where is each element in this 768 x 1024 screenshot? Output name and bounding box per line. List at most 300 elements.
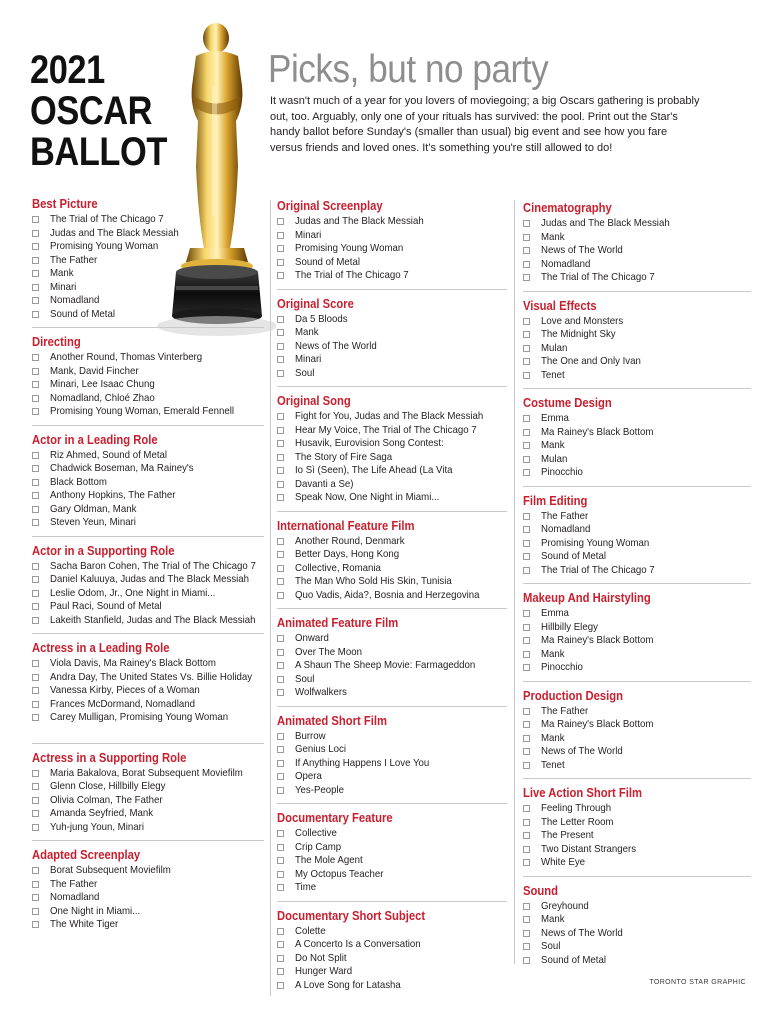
- ballot-checkbox[interactable]: [32, 603, 39, 610]
- nominee-item[interactable]: [277, 784, 507, 798]
- nominee-item[interactable]: [523, 634, 751, 648]
- nominee-item[interactable]: [277, 827, 507, 841]
- nominee-label: Love and Monsters: [541, 314, 624, 327]
- ballot-checkbox[interactable]: [32, 674, 39, 681]
- ballot-checkbox[interactable]: [523, 957, 530, 964]
- nominee-item[interactable]: [32, 698, 264, 712]
- nominee-item[interactable]: [32, 891, 264, 905]
- nominee-item[interactable]: [32, 227, 264, 241]
- nominee-item[interactable]: [32, 489, 264, 503]
- nominee-label: Another Round, Thomas Vinterberg: [50, 351, 203, 363]
- category-title: Best Picture: [32, 197, 98, 211]
- nominee-label: Do Not Split: [295, 951, 347, 964]
- nominee-item[interactable]: [277, 424, 507, 438]
- category-title: Animated Short Film: [277, 713, 388, 728]
- ballot-checkbox[interactable]: [277, 871, 284, 878]
- nominee-item[interactable]: [523, 412, 751, 426]
- nominee-item[interactable]: [32, 294, 264, 308]
- ballot-checkbox[interactable]: [277, 494, 284, 501]
- nominee-item[interactable]: [277, 313, 507, 327]
- nominee-item[interactable]: [277, 770, 507, 784]
- nominee-item[interactable]: [32, 378, 264, 392]
- ballot-checkbox[interactable]: [32, 270, 39, 277]
- nominee-item[interactable]: [277, 743, 507, 757]
- ballot-checkbox[interactable]: [277, 592, 284, 599]
- nominee-item[interactable]: [32, 503, 264, 517]
- ballot-checkbox[interactable]: [277, 551, 284, 558]
- nominee-item[interactable]: [32, 254, 264, 268]
- ballot-checkbox[interactable]: [32, 881, 39, 888]
- ballot-checkbox[interactable]: [32, 590, 39, 597]
- ballot-checkbox[interactable]: [277, 413, 284, 420]
- ballot-checkbox[interactable]: [277, 733, 284, 740]
- nominee-label: The Trial of The Chicago 7: [50, 213, 164, 225]
- nominee-item[interactable]: [32, 365, 264, 379]
- nominee-item[interactable]: [32, 684, 264, 698]
- nominee-item[interactable]: [523, 829, 751, 843]
- nominee-list: [523, 900, 751, 968]
- ballot-checkbox[interactable]: [277, 844, 284, 851]
- ballot-checkbox[interactable]: [277, 689, 284, 696]
- nominee-item[interactable]: [32, 476, 264, 490]
- nominee-item[interactable]: [32, 392, 264, 406]
- nominee-label: Borat Subsequent Moviefilm: [50, 864, 171, 876]
- nominee-label: Speak Now, One Night in Miami...: [295, 491, 440, 503]
- ballot-checkbox[interactable]: [523, 442, 530, 449]
- ballot-checkbox[interactable]: [277, 232, 284, 239]
- ballot-checkbox[interactable]: [32, 824, 39, 831]
- ballot-checkbox[interactable]: [277, 259, 284, 266]
- ballot-checkbox[interactable]: [32, 284, 39, 291]
- nominee-item[interactable]: [523, 231, 751, 245]
- nominee-item[interactable]: [277, 367, 507, 381]
- nominee-item[interactable]: [523, 369, 751, 383]
- nominee-item[interactable]: [277, 881, 507, 895]
- nominee-item[interactable]: [523, 927, 751, 941]
- nominee-item[interactable]: [32, 821, 264, 835]
- nominee-item[interactable]: [277, 632, 507, 646]
- nominee-item[interactable]: [523, 802, 751, 816]
- nominee-item[interactable]: [277, 451, 507, 465]
- ballot-checkbox[interactable]: [277, 538, 284, 545]
- ballot-checkbox[interactable]: [32, 687, 39, 694]
- nominee-item[interactable]: [32, 240, 264, 254]
- ballot-checkbox[interactable]: [32, 576, 39, 583]
- nominee-item[interactable]: [523, 439, 751, 453]
- ballot-checkbox[interactable]: [32, 408, 39, 415]
- nominee-item[interactable]: [523, 510, 751, 524]
- ballot-checkbox[interactable]: [277, 467, 284, 474]
- nominee-item[interactable]: [277, 686, 507, 700]
- category-live-action-short-film: [523, 785, 751, 877]
- ballot-checkbox[interactable]: [523, 721, 530, 728]
- ballot-checkbox[interactable]: [277, 272, 284, 279]
- ballot-checkbox[interactable]: [277, 649, 284, 656]
- ballot-checkbox[interactable]: [277, 356, 284, 363]
- ballot-checkbox[interactable]: [523, 540, 530, 547]
- ballot-checkbox[interactable]: [523, 469, 530, 476]
- nominee-item[interactable]: [32, 405, 264, 419]
- nominee-item[interactable]: [277, 673, 507, 687]
- nominee-item[interactable]: [523, 759, 751, 773]
- nominee-item[interactable]: [277, 215, 507, 229]
- category-original-score: [277, 296, 507, 388]
- ballot-checkbox[interactable]: [32, 714, 39, 721]
- nominee-item[interactable]: [523, 607, 751, 621]
- ballot-checkbox[interactable]: [523, 708, 530, 715]
- nominee-label: Lakeith Stanfield, Judas and The Black Messiah: [50, 613, 256, 626]
- nominee-label: Viola Davis, Ma Rainey's Black Bottom: [50, 657, 216, 669]
- nominee-item[interactable]: [277, 589, 507, 603]
- nominee-item[interactable]: [32, 560, 264, 574]
- ballot-checkbox[interactable]: [277, 316, 284, 323]
- nominee-item[interactable]: [277, 646, 507, 660]
- ballot-checkbox[interactable]: [277, 635, 284, 642]
- nominee-item[interactable]: [523, 705, 751, 719]
- nominee-label: Sound of Metal: [295, 255, 360, 268]
- nominee-item[interactable]: [523, 355, 751, 369]
- nominee-list: [523, 607, 751, 675]
- ballot-checkbox[interactable]: [277, 773, 284, 780]
- nominee-item[interactable]: [523, 843, 751, 857]
- nominee-item[interactable]: [277, 340, 507, 354]
- ballot-checkbox[interactable]: [277, 343, 284, 350]
- ballot-checkbox[interactable]: [32, 230, 39, 237]
- nominee-item[interactable]: [277, 979, 507, 993]
- ballot-checkbox[interactable]: [32, 797, 39, 804]
- nominee-item[interactable]: [277, 242, 507, 256]
- nominee-item[interactable]: [277, 491, 507, 505]
- nominee-label: Anthony Hopkins, The Father: [50, 489, 176, 501]
- nominee-label: The Letter Room: [541, 815, 614, 828]
- nominee-item[interactable]: [32, 711, 264, 725]
- nominee-item[interactable]: [277, 535, 507, 549]
- nominee-label: Collective: [295, 827, 337, 839]
- nominee-item[interactable]: [277, 437, 507, 451]
- ballot-checkbox[interactable]: [32, 311, 39, 318]
- ballot-checkbox[interactable]: [32, 563, 39, 570]
- ballot-checkbox[interactable]: [523, 234, 530, 241]
- nominee-list: [277, 535, 507, 603]
- ballot-checkbox[interactable]: [523, 735, 530, 742]
- ballot-checkbox[interactable]: [523, 553, 530, 560]
- ballot-checkbox[interactable]: [277, 746, 284, 753]
- ballot-checkbox[interactable]: [523, 247, 530, 254]
- ballot-checkbox[interactable]: [32, 354, 39, 361]
- ballot-checkbox[interactable]: [523, 748, 530, 755]
- nominee-item[interactable]: [277, 841, 507, 855]
- nominee-item[interactable]: [277, 478, 507, 492]
- nominee-label: Minari: [50, 280, 77, 293]
- category-title: Actor in a Supporting Role: [32, 543, 175, 558]
- nominee-item[interactable]: [277, 353, 507, 367]
- nominee-label: Crip Camp: [295, 840, 342, 853]
- nominee-item[interactable]: [523, 900, 751, 914]
- category-title: Visual Effects: [523, 298, 597, 313]
- nominee-item[interactable]: [523, 954, 751, 968]
- ballot-checkbox[interactable]: [523, 805, 530, 812]
- ballot-checkbox[interactable]: [277, 982, 284, 989]
- nominee-item[interactable]: [277, 575, 507, 589]
- ballot-checkbox[interactable]: [277, 676, 284, 683]
- nominee-item[interactable]: [523, 648, 751, 662]
- nominee-item[interactable]: [32, 671, 264, 685]
- ballot-checkbox[interactable]: [277, 370, 284, 377]
- nominee-item[interactable]: [32, 807, 264, 821]
- ballot-checkbox[interactable]: [277, 955, 284, 962]
- ballot-checkbox[interactable]: [523, 429, 530, 436]
- ballot-checkbox[interactable]: [523, 220, 530, 227]
- ballot-checkbox[interactable]: [32, 368, 39, 375]
- nominee-label: Yes-People: [295, 783, 345, 796]
- nominee-label: Sound of Metal: [541, 550, 606, 562]
- nominee-item[interactable]: [277, 326, 507, 340]
- nominee-item[interactable]: [32, 767, 264, 781]
- nominee-item[interactable]: [32, 573, 264, 587]
- nominee-item[interactable]: [523, 550, 751, 564]
- nominee-item[interactable]: [277, 730, 507, 744]
- ballot-checkbox[interactable]: [277, 928, 284, 935]
- ballot-checkbox[interactable]: [277, 427, 284, 434]
- nominee-item[interactable]: [523, 342, 751, 356]
- ballot-checkbox[interactable]: [523, 846, 530, 853]
- nominee-item[interactable]: [32, 878, 264, 892]
- nominee-label: Tenet: [541, 368, 565, 381]
- ballot-checkbox[interactable]: [277, 329, 284, 336]
- nominee-item[interactable]: [523, 453, 751, 467]
- ballot-checkbox[interactable]: [523, 624, 530, 631]
- ballot-checkbox[interactable]: [277, 578, 284, 585]
- nominee-item[interactable]: [32, 864, 264, 878]
- nominee-item[interactable]: [32, 351, 264, 365]
- nominee-item[interactable]: [523, 244, 751, 258]
- ballot-checkbox[interactable]: [523, 610, 530, 617]
- ballot-checkbox[interactable]: [32, 660, 39, 667]
- nominee-item[interactable]: [277, 562, 507, 576]
- ballot-checkbox[interactable]: [277, 218, 284, 225]
- category-directing: [32, 334, 264, 426]
- nominee-item[interactable]: [523, 913, 751, 927]
- nominee-item[interactable]: [277, 757, 507, 771]
- nominee-item[interactable]: [277, 548, 507, 562]
- nominee-item[interactable]: [523, 621, 751, 635]
- ballot-checkbox[interactable]: [277, 884, 284, 891]
- ballot-checkbox[interactable]: [277, 787, 284, 794]
- ballot-checkbox[interactable]: [32, 894, 39, 901]
- nominee-label: The Mole Agent: [295, 854, 363, 866]
- nominee-item[interactable]: [523, 856, 751, 870]
- nominee-item[interactable]: [523, 466, 751, 480]
- nominee-item[interactable]: [32, 281, 264, 295]
- ballot-checkbox[interactable]: [32, 465, 39, 472]
- ballot-checkbox[interactable]: [32, 492, 39, 499]
- category-actor-in-a-supporting-role: [32, 543, 264, 635]
- ballot-checkbox[interactable]: [523, 358, 530, 365]
- ballot-checkbox[interactable]: [32, 810, 39, 817]
- nominee-item[interactable]: [32, 449, 264, 463]
- ballot-checkbox[interactable]: [277, 760, 284, 767]
- nominee-item[interactable]: [32, 213, 264, 227]
- nominee-item[interactable]: [523, 718, 751, 732]
- nominee-item[interactable]: [32, 614, 264, 628]
- ballot-checkbox[interactable]: [277, 830, 284, 837]
- ballot-checkbox[interactable]: [277, 941, 284, 948]
- nominee-label: Yuh-jung Youn, Minari: [50, 820, 144, 833]
- nominee-label: Mank: [541, 647, 565, 660]
- nominee-item[interactable]: [32, 657, 264, 671]
- ballot-checkbox[interactable]: [523, 345, 530, 352]
- ballot-checkbox[interactable]: [277, 565, 284, 572]
- nominee-list: [277, 632, 507, 700]
- nominee-item[interactable]: [277, 868, 507, 882]
- ballot-checkbox[interactable]: [277, 454, 284, 461]
- column-divider: [270, 200, 271, 996]
- nominee-item[interactable]: [277, 952, 507, 966]
- ballot-checkbox[interactable]: [523, 637, 530, 644]
- nominee-item[interactable]: [277, 410, 507, 424]
- nominee-label: Promising Young Woman, Emerald Fennell: [50, 405, 234, 417]
- ballot-checkbox[interactable]: [277, 662, 284, 669]
- nominee-item[interactable]: [523, 745, 751, 759]
- ballot-checkbox[interactable]: [277, 857, 284, 864]
- nominee-label: Promising Young Woman: [541, 536, 650, 549]
- ballot-checkbox[interactable]: [523, 762, 530, 769]
- ballot-checkbox[interactable]: [523, 567, 530, 574]
- nominee-label: Minari: [295, 228, 322, 241]
- ballot-checkbox[interactable]: [32, 297, 39, 304]
- intro-paragraph: It wasn't much of a year for you lovers of moviegoing; a big Oscars gathering is probably out, too. Arguably, only one of your rituals has survived: the pool. Print out the Star's handy ballot before Sunday's (smaller than usual) big event and see how you fare versus friends and loved ones. It's something you're still allowed to do!: [270, 95, 700, 154]
- nominee-label: Sound of Metal: [50, 307, 115, 320]
- ballot-checkbox[interactable]: [32, 395, 39, 402]
- nominee-item[interactable]: [277, 659, 507, 673]
- ballot-checkbox[interactable]: [523, 274, 530, 281]
- nominee-item[interactable]: [523, 940, 751, 954]
- nominee-label: Greyhound: [541, 899, 589, 912]
- ballot-checkbox[interactable]: [523, 415, 530, 422]
- ballot-checkbox[interactable]: [523, 456, 530, 463]
- nominee-item[interactable]: [277, 229, 507, 243]
- nominee-label: The Present: [541, 829, 594, 841]
- nominee-item[interactable]: [32, 462, 264, 476]
- ballot-checkbox[interactable]: [523, 261, 530, 268]
- ballot-checkbox[interactable]: [32, 519, 39, 526]
- nominee-label: Frances McDormand, Nomadland: [50, 697, 195, 710]
- nominee-item[interactable]: [277, 854, 507, 868]
- nominee-label: The One and Only Ivan: [541, 355, 641, 367]
- ballot-checkbox[interactable]: [32, 216, 39, 223]
- nominee-item[interactable]: [523, 537, 751, 551]
- ballot-checkbox[interactable]: [523, 651, 530, 658]
- nominee-item[interactable]: [523, 661, 751, 675]
- ballot-checkbox[interactable]: [523, 930, 530, 937]
- nominee-label: The Trial of The Chicago 7: [541, 563, 655, 576]
- nominee-item[interactable]: [277, 269, 507, 283]
- ballot-checkbox[interactable]: [523, 372, 530, 379]
- nominee-label: My Octopus Teacher: [295, 867, 384, 880]
- ballot-checkbox[interactable]: [523, 832, 530, 839]
- nominee-label: Fight for You, Judas and The Black Messiah: [295, 410, 484, 422]
- nominee-item[interactable]: [277, 256, 507, 270]
- nominee-item[interactable]: [523, 315, 751, 329]
- nominee-item[interactable]: [523, 564, 751, 578]
- ballot-checkbox[interactable]: [523, 318, 530, 325]
- nominee-label: Maria Bakalova, Borat Subsequent Moviefilm: [50, 766, 243, 779]
- ballot-checkbox[interactable]: [32, 479, 39, 486]
- ballot-checkbox[interactable]: [32, 783, 39, 790]
- nominee-item[interactable]: [32, 587, 264, 601]
- ballot-checkbox[interactable]: [277, 968, 284, 975]
- ballot-checkbox[interactable]: [32, 452, 39, 459]
- ballot-checkbox[interactable]: [32, 381, 39, 388]
- nominee-item[interactable]: [32, 308, 264, 322]
- ballot-checkbox[interactable]: [523, 819, 530, 826]
- ballot-column-2: [277, 198, 507, 1004]
- nominee-label: Another Round, Denmark: [295, 534, 405, 547]
- ballot-checkbox[interactable]: [32, 701, 39, 708]
- ballot-checkbox[interactable]: [523, 916, 530, 923]
- ballot-checkbox[interactable]: [32, 921, 39, 928]
- nominee-item[interactable]: [32, 600, 264, 614]
- nominee-item[interactable]: [32, 918, 264, 932]
- ballot-checkbox[interactable]: [32, 770, 39, 777]
- ballot-checkbox[interactable]: [523, 943, 530, 950]
- nominee-item[interactable]: [523, 258, 751, 272]
- ballot-checkbox[interactable]: [32, 243, 39, 250]
- nominee-item[interactable]: [523, 426, 751, 440]
- ballot-checkbox[interactable]: [523, 903, 530, 910]
- nominee-label: Pinocchio: [541, 466, 583, 478]
- ballot-checkbox[interactable]: [523, 513, 530, 520]
- nominee-label: Mank: [541, 913, 565, 925]
- nominee-label: News of The World: [541, 926, 623, 939]
- ballot-checkbox[interactable]: [523, 859, 530, 866]
- nominee-label: Mank: [541, 731, 565, 744]
- nominee-item[interactable]: [32, 516, 264, 530]
- nominee-item[interactable]: [32, 267, 264, 281]
- ballot-checkbox[interactable]: [523, 526, 530, 533]
- nominee-label: Mank: [541, 439, 565, 451]
- ballot-checkbox[interactable]: [32, 908, 39, 915]
- nominee-item[interactable]: [523, 523, 751, 537]
- nominee-item[interactable]: [523, 271, 751, 285]
- ballot-checkbox[interactable]: [523, 664, 530, 671]
- nominee-item[interactable]: [523, 816, 751, 830]
- ballot-checkbox[interactable]: [32, 257, 39, 264]
- nominee-item[interactable]: [32, 794, 264, 808]
- ballot-checkbox[interactable]: [277, 440, 284, 447]
- nominee-item[interactable]: [277, 925, 507, 939]
- category-title: Sound: [523, 883, 559, 898]
- nominee-item[interactable]: [32, 780, 264, 794]
- ballot-checkbox[interactable]: [32, 506, 39, 513]
- nominee-item[interactable]: [277, 464, 507, 478]
- nominee-item[interactable]: [277, 965, 507, 979]
- nominee-label: Emma: [541, 412, 569, 424]
- nominee-item[interactable]: [277, 938, 507, 952]
- ballot-checkbox[interactable]: [32, 617, 39, 624]
- headline: Picks, but no party: [268, 48, 549, 91]
- ballot-checkbox[interactable]: [277, 481, 284, 488]
- ballot-checkbox[interactable]: [523, 331, 530, 338]
- nominee-item[interactable]: [523, 217, 751, 231]
- nominee-item[interactable]: [523, 328, 751, 342]
- nominee-item[interactable]: [523, 732, 751, 746]
- category-documentary-short-subject: [277, 908, 507, 999]
- nominee-item[interactable]: [32, 905, 264, 919]
- ballot-checkbox[interactable]: [277, 245, 284, 252]
- nominee-label: A Concerto Is a Conversation: [295, 938, 421, 950]
- ballot-checkbox[interactable]: [32, 867, 39, 874]
